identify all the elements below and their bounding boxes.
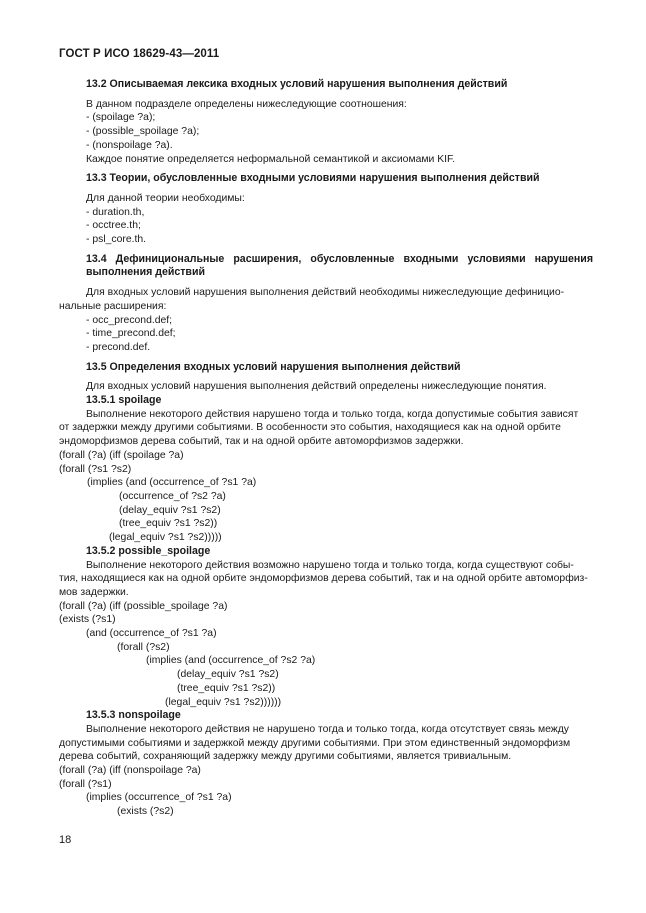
section-13-4-heading: 13.4 Дефинициональные расширения, обусловленные входными условиями нарушения выполнения действий xyxy=(86,252,593,279)
section-13-5-intro: Для входных условий нарушения выполнения действий определены нижеследующие понятия. xyxy=(86,381,547,393)
page-number: 18 xyxy=(59,834,72,846)
section-13-2-heading: 13.2 Описываемая лексика входных условий нарушения выполнения действий xyxy=(86,78,508,90)
code-line: (forall (?a) (iff (spoilage ?a) xyxy=(59,449,184,461)
code-line: (legal_equiv ?s1 ?s2)))))) xyxy=(165,696,282,708)
code-line: (occurrence_of ?s2 ?a) xyxy=(119,490,226,502)
code-line: (delay_equiv ?s1 ?s2) xyxy=(177,669,279,681)
section-13-5-1-text-line-1: Выполнение некоторого действия нарушено тогда и только тогда, когда допустимые события зависят xyxy=(86,408,579,420)
code-line: (tree_equiv ?s1 ?s2)) xyxy=(119,518,218,530)
code-line: (legal_equiv ?s1 ?s2))))) xyxy=(109,532,222,544)
list-item: - psl_core.th. xyxy=(86,234,147,246)
code-line: (delay_equiv ?s1 ?s2) xyxy=(119,504,221,516)
section-13-5-2-text-line-2: тия, находящиеся как на одной орбите эндоморфизмов дерева событий, так и на одной орбите автоморфиз- xyxy=(59,573,588,585)
section-13-5-1-text-line-2: от задержки между другими событиями. В особенности это события, находящиеся как на одной орбите xyxy=(59,422,561,434)
code-line: (forall (?s2) xyxy=(117,641,170,653)
code-line: (forall (?a) (iff (nonspoilage ?a) xyxy=(59,765,201,777)
section-13-5-1-text-line-3: эндоморфизмов дерева событий, так и на одной орбите автоморфизмов задержки. xyxy=(59,436,464,448)
list-item: - duration.th, xyxy=(86,206,145,218)
code-line: (forall (?s1 ?s2) xyxy=(59,463,132,475)
section-13-5-3-text-line-2: допустимыми событиями и задержкой между другими событиями. При этом единственный эндоморфизм xyxy=(59,737,571,749)
section-13-3-heading: 13.3 Теории, обусловленные входными условиями нарушения выполнения действий xyxy=(86,172,540,185)
code-line: (exists (?s1) xyxy=(59,614,116,626)
code-line: (forall (?s1) xyxy=(59,778,112,790)
section-13-5-2-heading: 13.5.2 possible_spoilage xyxy=(86,544,211,557)
section-13-5-3-heading: 13.5.3 nonspoilage xyxy=(86,709,181,722)
code-line: (implies (occurrence_of ?s1 ?a) xyxy=(86,792,232,804)
section-13-5-3-text-line-3: дерева событий, сохраняющий задержку между другими событиями, является тривиальным. xyxy=(59,751,512,763)
code-line: (and (occurrence_of ?s1 ?a) xyxy=(86,628,217,640)
list-item: - precond.def. xyxy=(86,341,151,353)
section-13-2-intro: В данном подразделе определены нижеследующие соотношения: xyxy=(86,98,407,110)
code-line: (implies (and (occurrence_of ?s1 ?a) xyxy=(87,477,257,489)
section-13-2-note: Каждое понятие определяется неформальной семантикой и аксиомами KIF. xyxy=(86,153,456,165)
section-13-3-intro: Для данной теории необходимы: xyxy=(86,192,245,204)
list-item: - (possible_spoilage ?a); xyxy=(86,126,200,138)
section-13-5-3-text-line-1: Выполнение некоторого действия не нарушено тогда и только тогда, когда отсутствует связь между xyxy=(86,723,569,735)
list-item: - time_precond.def; xyxy=(86,328,176,340)
document-header: ГОСТ Р ИСО 18629-43—2011 xyxy=(59,48,220,60)
list-item: - occ_precond.def; xyxy=(86,314,173,326)
code-line: (exists (?s2) xyxy=(117,806,174,818)
section-13-4-intro-line-1: Для входных условий нарушения выполнения действий необходимы нижеследующие дефиницио- xyxy=(86,287,565,299)
document-body xyxy=(59,78,593,819)
list-item: - (nonspoilage ?a). xyxy=(86,139,173,151)
section-13-4-intro-line-2: нальные расширения: xyxy=(59,300,167,312)
section-13-5-heading: 13.5 Определения входных условий нарушения выполнения действий xyxy=(86,360,461,373)
list-item: - occtree.th; xyxy=(86,220,141,232)
section-13-5-2-text-line-1: Выполнение некоторого действия возможно нарушено тогда и только тогда, когда существуют собы- xyxy=(86,559,574,571)
section-13-5-2-text-line-3: мов задержки. xyxy=(59,586,129,598)
section-13-5-1-heading: 13.5.1 spoilage xyxy=(86,394,162,407)
code-line: (implies (and (occurrence_of ?s2 ?a) xyxy=(146,655,316,667)
code-line: (tree_equiv ?s1 ?s2)) xyxy=(177,682,276,694)
code-line: (forall (?a) (iff (possible_spoilage ?a) xyxy=(59,600,228,612)
list-item: - (spoilage ?a); xyxy=(86,112,156,124)
